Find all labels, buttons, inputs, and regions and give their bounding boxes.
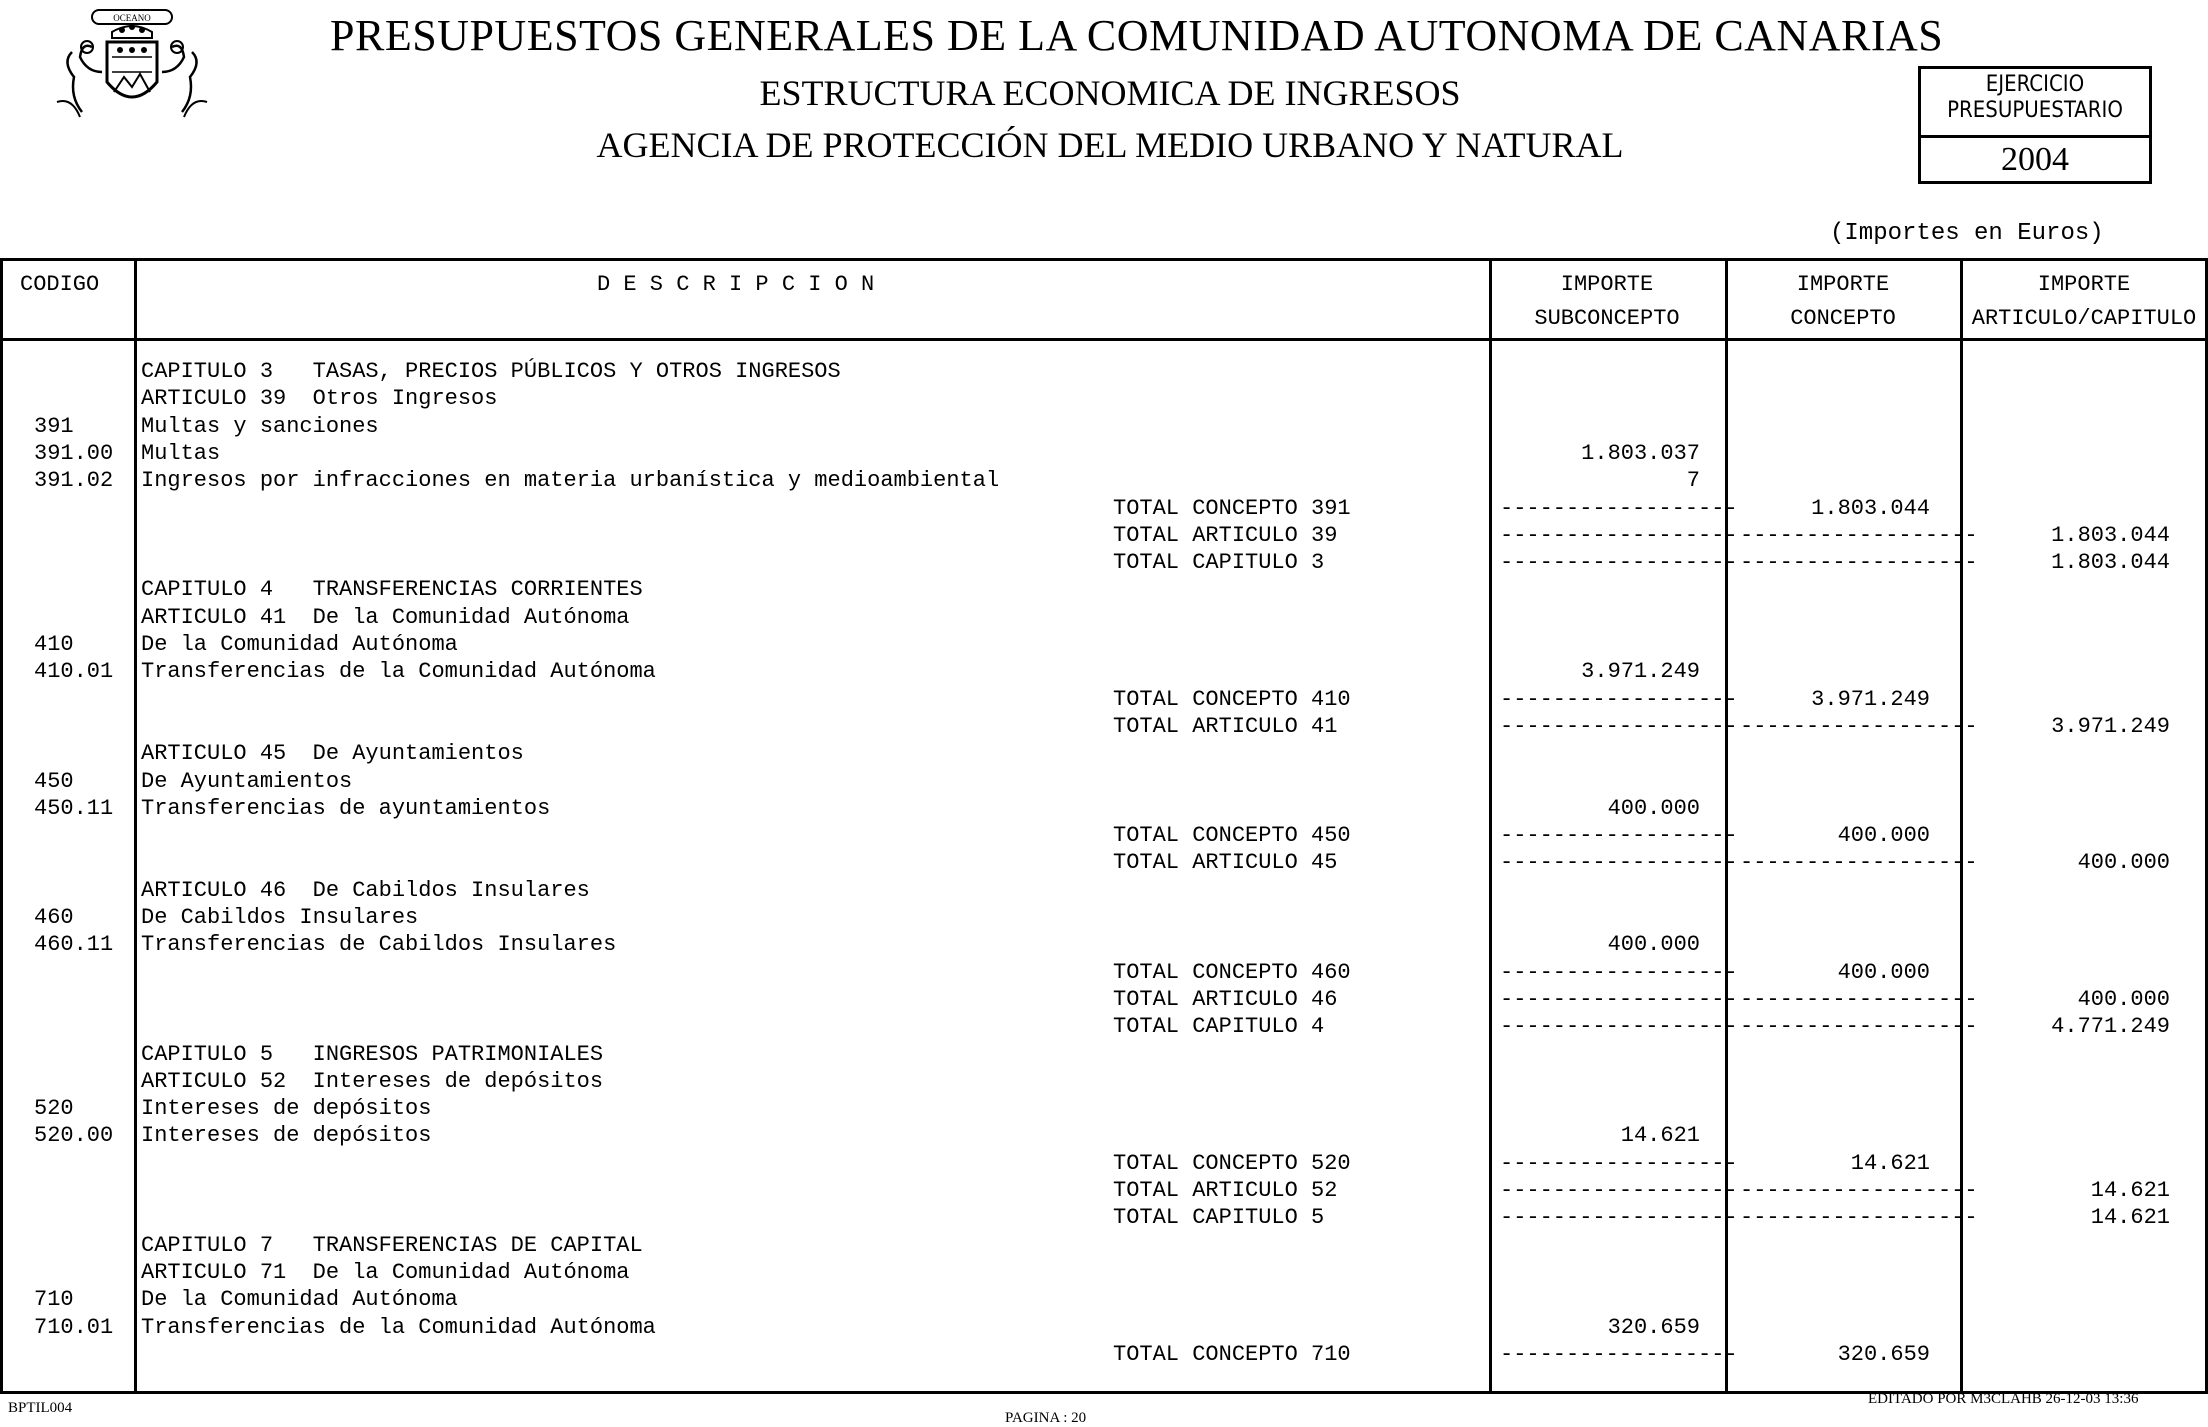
row-importe-articulo: 4.771.249 [2051, 1014, 2170, 1039]
col-header-subconcepto-line2: SUBCONCEPTO [1534, 306, 1680, 331]
col-header-descripcion: D E S C R I P C I O N [597, 272, 875, 297]
row-description: Transferencias de Cabildos Insulares [141, 932, 617, 957]
row-description: CAPITULO 7 TRANSFERENCIAS DE CAPITAL [141, 1233, 643, 1258]
row-description: ARTICULO 71 De la Comunidad Autónoma [141, 1260, 630, 1285]
row-dash-concepto: ------------------ [1740, 1014, 1978, 1039]
coat-of-arms-logo [52, 2, 212, 127]
row-total-label: TOTAL ARTICULO 52 [1113, 1178, 1338, 1203]
col-divider-descripcion [1489, 258, 1492, 1394]
row-description: ARTICULO 46 De Cabildos Insulares [141, 878, 590, 903]
row-code: 391 [34, 414, 74, 439]
row-total-label: TOTAL CAPITULO 3 [1113, 550, 1325, 575]
row-importe-concepto: 1.803.044 [1811, 496, 1930, 521]
footer-page-number: PAGINA : 20 [1005, 1410, 1087, 1426]
row-total-label: TOTAL ARTICULO 45 [1113, 850, 1338, 875]
row-dash-subconcepto: ------------------ [1500, 850, 1738, 875]
row-importe-articulo: 1.803.044 [2051, 523, 2170, 548]
row-description: De Ayuntamientos [141, 769, 353, 794]
col-header-articulo-line2: ARTICULO/CAPITULO [1971, 306, 2197, 331]
col-header-concepto-line1: IMPORTE [1796, 272, 1890, 297]
ejercicio-label [1921, 72, 2149, 124]
row-description: De Cabildos Insulares [141, 905, 419, 930]
row-importe-articulo: 400.000 [2077, 850, 2170, 875]
row-dash-subconcepto: ------------------ [1500, 1014, 1738, 1039]
row-description: CAPITULO 5 INGRESOS PATRIMONIALES [141, 1042, 604, 1067]
row-importe-concepto: 400.000 [1837, 960, 1930, 985]
row-description: Transferencias de la Comunidad Autónoma [141, 1315, 656, 1340]
row-importe-subconcepto: 7 [1686, 468, 1700, 493]
row-dash-concepto: ------------------ [1740, 523, 1978, 548]
row-importe-subconcepto: 320.659 [1607, 1315, 1700, 1340]
row-dash-concepto: ------------------ [1740, 550, 1978, 575]
row-importe-articulo: 3.971.249 [2051, 714, 2170, 739]
row-total-label: TOTAL CONCEPTO 410 [1113, 687, 1351, 712]
row-total-label: TOTAL CAPITULO 4 [1113, 1014, 1325, 1039]
document-title: PRESUPUESTOS GENERALES DE LA COMUNIDAD AUTONOMA DE CANARIAS [330, 11, 1944, 60]
row-code: 391.02 [34, 468, 114, 493]
col-divider-codigo [134, 258, 137, 1394]
row-total-label: TOTAL CAPITULO 5 [1113, 1205, 1325, 1230]
row-code: 520 [34, 1096, 74, 1121]
row-description: Multas y sanciones [141, 414, 379, 439]
row-dash-subconcepto: ------------------ [1500, 1178, 1738, 1203]
row-dash-subconcepto: ------------------ [1500, 987, 1738, 1012]
row-dash-concepto: ------------------ [1740, 1178, 1978, 1203]
footer-report-code: BPTIL004 [8, 1400, 73, 1416]
row-code: 450 [34, 769, 74, 794]
row-importe-subconcepto: 400.000 [1607, 932, 1700, 957]
document-subtitle: ESTRUCTURA ECONOMICA DE INGRESOS [759, 73, 1461, 113]
row-code: 410.01 [34, 659, 114, 684]
row-total-label: TOTAL CONCEPTO 450 [1113, 823, 1351, 848]
row-description: Multas [141, 441, 221, 466]
row-total-label: TOTAL ARTICULO 46 [1113, 987, 1338, 1012]
ejercicio-year: 2004 [2001, 141, 2069, 178]
row-code: 410 [34, 632, 74, 657]
col-header-articulo-line1: IMPORTE [2037, 272, 2131, 297]
row-description: De la Comunidad Autónoma [141, 632, 458, 657]
row-total-label: TOTAL ARTICULO 41 [1113, 714, 1338, 739]
row-importe-concepto: 3.971.249 [1811, 687, 1930, 712]
row-code: 460.11 [34, 932, 114, 957]
ejercicio-divider [1921, 135, 2149, 138]
row-importe-concepto: 320.659 [1837, 1342, 1930, 1367]
row-description: CAPITULO 4 TRANSFERENCIAS CORRIENTES [141, 577, 643, 602]
row-dash-subconcepto: ------------------ [1500, 550, 1738, 575]
row-dash-subconcepto: ------------------ [1500, 960, 1738, 985]
row-total-label: TOTAL CONCEPTO 520 [1113, 1151, 1351, 1176]
row-importe-concepto: 400.000 [1837, 823, 1930, 848]
row-total-label: TOTAL CONCEPTO 710 [1113, 1342, 1351, 1367]
col-header-concepto [1728, 268, 1958, 336]
row-code: 710.01 [34, 1315, 114, 1340]
row-importe-concepto: 14.621 [1850, 1151, 1930, 1176]
agency-name: AGENCIA DE PROTECCIÓN DEL MEDIO URBANO Y NATURAL [596, 125, 1624, 165]
row-description: Intereses de depósitos [141, 1123, 432, 1148]
row-code: 710 [34, 1287, 74, 1312]
row-total-label: TOTAL ARTICULO 39 [1113, 523, 1338, 548]
ejercicio-label-line1: EJERCICIO [1985, 72, 2085, 97]
row-code: 450.11 [34, 796, 114, 821]
row-description: ARTICULO 52 Intereses de depósitos [141, 1069, 604, 1094]
row-description: CAPITULO 3 TASAS, PRECIOS PÚBLICOS Y OTROS INGRESOS [141, 359, 841, 384]
footer-edited-by: EDITADO POR M3CLAHB 26-12-03 13:36 [1868, 1391, 2139, 1407]
row-description: Transferencias de la Comunidad Autónoma [141, 659, 656, 684]
col-header-concepto-line2: CONCEPTO [1790, 306, 1896, 331]
row-dash-concepto: ------------------ [1740, 850, 1978, 875]
col-header-subconcepto-line1: IMPORTE [1560, 272, 1654, 297]
row-dash-concepto: ------------------ [1740, 987, 1978, 1012]
logo-banner-text: OCEANO [113, 13, 151, 23]
row-code: 391.00 [34, 441, 114, 466]
row-importe-subconcepto: 14.621 [1620, 1123, 1700, 1148]
row-importe-articulo: 400.000 [2077, 987, 2170, 1012]
row-importe-articulo: 14.621 [2090, 1178, 2170, 1203]
row-dash-concepto: ------------------ [1740, 714, 1978, 739]
row-dash-subconcepto: ------------------ [1500, 687, 1738, 712]
col-header-articulo-capitulo [1963, 268, 2205, 336]
row-description: De la Comunidad Autónoma [141, 1287, 458, 1312]
col-header-subconcepto [1492, 268, 1722, 336]
row-importe-subconcepto: 400.000 [1607, 796, 1700, 821]
row-dash-subconcepto: ------------------ [1500, 1205, 1738, 1230]
row-dash-subconcepto: ------------------ [1500, 523, 1738, 548]
row-dash-concepto: ------------------ [1740, 1205, 1978, 1230]
ejercicio-box [1918, 66, 2152, 184]
row-dash-subconcepto: ------------------ [1500, 1342, 1738, 1367]
row-description: Transferencias de ayuntamientos [141, 796, 551, 821]
row-dash-subconcepto: ------------------ [1500, 496, 1738, 521]
row-code: 520.00 [34, 1123, 114, 1148]
row-description: ARTICULO 41 De la Comunidad Autónoma [141, 605, 630, 630]
col-header-codigo: CODIGO [20, 272, 100, 297]
row-description: ARTICULO 39 Otros Ingresos [141, 386, 498, 411]
units-note: (Importes en Euros) [1830, 220, 2104, 247]
ejercicio-label-line2: PRESUPUESTARIO [1947, 98, 2123, 123]
row-importe-subconcepto: 1.803.037 [1581, 441, 1700, 466]
row-dash-subconcepto: ------------------ [1500, 823, 1738, 848]
row-importe-articulo: 14.621 [2090, 1205, 2170, 1230]
row-total-label: TOTAL CONCEPTO 460 [1113, 960, 1351, 985]
row-dash-subconcepto: ------------------ [1500, 1151, 1738, 1176]
header-divider [0, 338, 2208, 341]
row-importe-subconcepto: 3.971.249 [1581, 659, 1700, 684]
row-dash-subconcepto: ------------------ [1500, 714, 1738, 739]
row-importe-articulo: 1.803.044 [2051, 550, 2170, 575]
row-description: Intereses de depósitos [141, 1096, 432, 1121]
row-total-label: TOTAL CONCEPTO 391 [1113, 496, 1351, 521]
row-code: 460 [34, 905, 74, 930]
row-description: ARTICULO 45 De Ayuntamientos [141, 741, 524, 766]
row-description: Ingresos por infracciones en materia urbanística y medioambiental [141, 468, 1000, 493]
